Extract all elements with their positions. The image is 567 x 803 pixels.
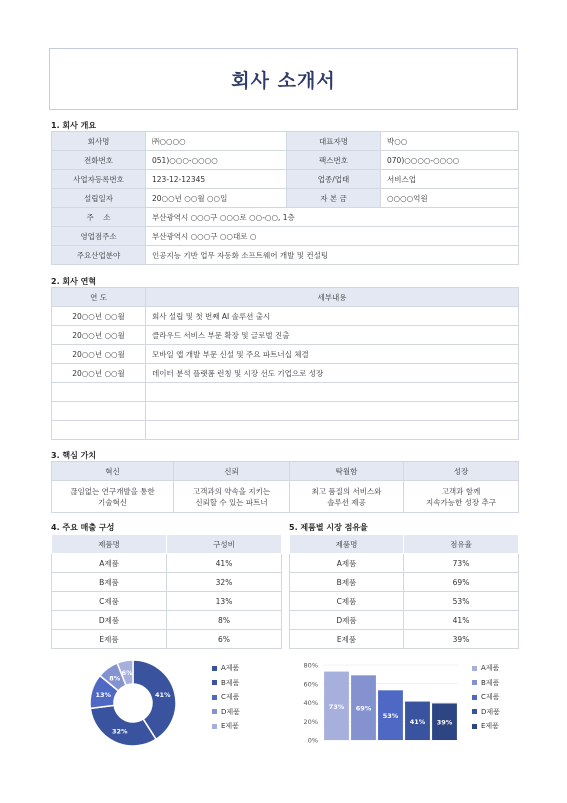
legend-swatch <box>472 680 477 685</box>
value-header: 혁신 <box>52 462 174 481</box>
sales-table <box>51 534 282 649</box>
legend-label: E제품 <box>481 722 499 731</box>
share-product: C제품 <box>290 592 404 611</box>
value-desc <box>290 481 404 513</box>
donut-data-label: 6% <box>121 669 133 678</box>
donut-data-label: 32% <box>112 727 128 736</box>
company-value: ㈜○○○○ <box>146 132 287 151</box>
sales-product: D제품 <box>52 611 167 630</box>
sales-value: 41% <box>167 554 282 573</box>
sales-value: 32% <box>167 573 282 592</box>
value-desc <box>404 481 519 513</box>
sales-product: C제품 <box>52 592 167 611</box>
legend-swatch <box>472 709 477 714</box>
donut-data-label: 13% <box>95 690 112 699</box>
founded-label: 설립일자 <box>52 189 146 208</box>
sales-value: 8% <box>167 611 282 630</box>
share-product: E제품 <box>290 630 404 649</box>
value-desc-line1: 끊임없는 연구개발을 통한 <box>70 486 155 496</box>
share-product: A제품 <box>290 554 404 573</box>
legend-item <box>472 661 500 676</box>
value-desc-line2: 기술혁신 <box>98 497 127 507</box>
industry-value: 인공지능 기반 업무 자동화 소프트웨어 개발 및 컨설팅 <box>146 246 519 265</box>
history-detail: 모바일 앱 개발 부문 신설 및 주요 파트너십 체결 <box>146 345 519 364</box>
bar-data-label: 39% <box>436 718 453 727</box>
y-tick-label: 80% <box>303 661 318 670</box>
legend-label: B제품 <box>221 678 240 687</box>
bizno-label: 사업자등록번호 <box>52 170 146 189</box>
history-detail <box>146 383 519 402</box>
history-date <box>52 421 146 440</box>
address-label: 주 소 <box>52 208 146 227</box>
y-tick-label: 40% <box>303 699 318 707</box>
value-header: 신뢰 <box>174 462 290 481</box>
history-col-date: 연 도 <box>52 288 146 307</box>
section-share-title: 5. 제품별 시장 점유율 <box>289 523 368 532</box>
type-value: 서비스업 <box>381 170 519 189</box>
history-date: 20○○년 ○○월 <box>52 307 146 326</box>
legend-label: B제품 <box>481 678 500 687</box>
y-tick-label: 60% <box>303 680 318 689</box>
history-detail <box>146 402 519 421</box>
bizno-value: 123-12-12345 <box>146 170 287 189</box>
branch-label: 영업점주소 <box>52 227 146 246</box>
value-desc <box>52 481 174 513</box>
share-bar-chart <box>295 655 465 750</box>
overview-table <box>51 131 519 265</box>
ceo-label: 대표자명 <box>287 132 381 151</box>
legend-item <box>212 661 240 676</box>
donut-data-label: 8% <box>109 674 121 683</box>
bar-data-label: 73% <box>328 702 345 711</box>
bar-data-label: 53% <box>382 712 399 721</box>
legend-item <box>212 690 240 705</box>
legend-swatch <box>212 724 217 729</box>
bar-data-label: 69% <box>355 704 372 713</box>
history-date <box>52 402 146 421</box>
share-value: 41% <box>404 611 519 630</box>
history-table <box>51 287 519 440</box>
y-tick-label: 0% <box>307 736 318 745</box>
sales-product: A제품 <box>52 554 167 573</box>
value-desc-line1: 고객과 함께 <box>441 486 481 496</box>
legend-label: C제품 <box>221 693 240 702</box>
sales-value: 13% <box>167 592 282 611</box>
branch-value: 부산광역시 ○○○구 ○○대로 ○ <box>146 227 519 246</box>
donut-data-label: 41% <box>154 690 171 699</box>
phone-label: 전화번호 <box>52 151 146 170</box>
section-overview-title: 1. 회사 개요 <box>51 121 97 130</box>
legend-swatch <box>212 695 217 700</box>
history-date <box>52 383 146 402</box>
bar-data-label: 41% <box>409 717 426 726</box>
sales-donut-chart <box>88 658 178 748</box>
history-detail: 회사 설립 및 첫 번째 AI 솔루션 출시 <box>146 307 519 326</box>
history-detail <box>146 421 519 440</box>
sales-value: 6% <box>167 630 282 649</box>
y-tick-label: 20% <box>303 717 318 726</box>
section-values-title: 3. 핵심 가치 <box>51 451 97 460</box>
values-table <box>51 461 519 513</box>
sales-product: B제품 <box>52 573 167 592</box>
section-history-title: 2. 회사 연혁 <box>51 277 97 286</box>
value-desc-line1: 최고 품질의 서비스와 <box>311 486 382 496</box>
ceo-value: 박○○ <box>381 132 519 151</box>
sales-col-product: 제품명 <box>52 535 167 554</box>
history-date: 20○○년 ○○월 <box>52 364 146 383</box>
legend-item <box>472 719 500 734</box>
legend-item <box>212 676 240 691</box>
sales-col-value: 구성비 <box>167 535 282 554</box>
value-desc <box>174 481 290 513</box>
sales-product: E제품 <box>52 630 167 649</box>
legend-swatch <box>212 666 217 671</box>
share-col-product: 제품명 <box>290 535 404 554</box>
value-header: 성장 <box>404 462 519 481</box>
history-detail: 클라우드 서비스 부문 확장 및 글로벌 진출 <box>146 326 519 345</box>
legend-item <box>472 690 500 705</box>
value-desc-line2: 신뢰할 수 있는 파트너 <box>195 497 268 507</box>
history-col-detail: 세부내용 <box>146 288 519 307</box>
legend-label: C제품 <box>481 693 500 702</box>
value-desc-line2: 지속가능한 성장 추구 <box>426 497 496 507</box>
value-desc-line1: 고객과의 약속을 지키는 <box>192 486 271 496</box>
phone-value: 051)○○○-○○○○ <box>146 151 287 170</box>
share-value: 53% <box>404 592 519 611</box>
legend-label: A제품 <box>481 664 500 673</box>
history-detail: 데이터 분석 플랫폼 런칭 및 시장 선도 기업으로 성장 <box>146 364 519 383</box>
title-box <box>49 48 518 110</box>
legend-swatch <box>472 666 477 671</box>
legend-swatch <box>472 695 477 700</box>
share-col-value: 점유율 <box>404 535 519 554</box>
donut-slice <box>90 705 156 746</box>
share-value: 73% <box>404 554 519 573</box>
legend-label: E제품 <box>221 722 239 731</box>
bar-legend <box>472 661 500 734</box>
history-date: 20○○년 ○○월 <box>52 326 146 345</box>
donut-legend <box>212 661 240 734</box>
legend-item <box>472 676 500 691</box>
share-table <box>289 534 519 649</box>
legend-label: A제품 <box>221 664 240 673</box>
share-value: 39% <box>404 630 519 649</box>
fax-value: 070)○○○○-○○○○ <box>381 151 519 170</box>
section-sales-title: 4. 주요 매출 구성 <box>51 523 115 532</box>
legend-item <box>472 705 500 720</box>
address-value: 부산광역시 ○○○구 ○○○로 ○○-○○, 1층 <box>146 208 519 227</box>
legend-swatch <box>212 680 217 685</box>
capital-value: ○○○○억원 <box>381 189 519 208</box>
founded-value: 20○○년 ○○월 ○○일 <box>146 189 287 208</box>
share-value: 69% <box>404 573 519 592</box>
share-product: B제품 <box>290 573 404 592</box>
value-desc-line2: 솔루션 제공 <box>327 497 366 507</box>
document-title: 회사 소개서 <box>231 69 336 92</box>
fax-label: 팩스번호 <box>287 151 381 170</box>
legend-swatch <box>472 724 477 729</box>
type-label: 업종/업태 <box>287 170 381 189</box>
share-product: D제품 <box>290 611 404 630</box>
legend-swatch <box>212 709 217 714</box>
legend-label: D제품 <box>481 707 500 716</box>
history-date: 20○○년 ○○월 <box>52 345 146 364</box>
legend-label: D제품 <box>221 707 240 716</box>
value-header: 탁월함 <box>290 462 404 481</box>
legend-item <box>212 719 240 734</box>
capital-label: 자 본 금 <box>287 189 381 208</box>
company-label: 회사명 <box>52 132 146 151</box>
industry-label: 주요산업분야 <box>52 246 146 265</box>
legend-item <box>212 705 240 720</box>
